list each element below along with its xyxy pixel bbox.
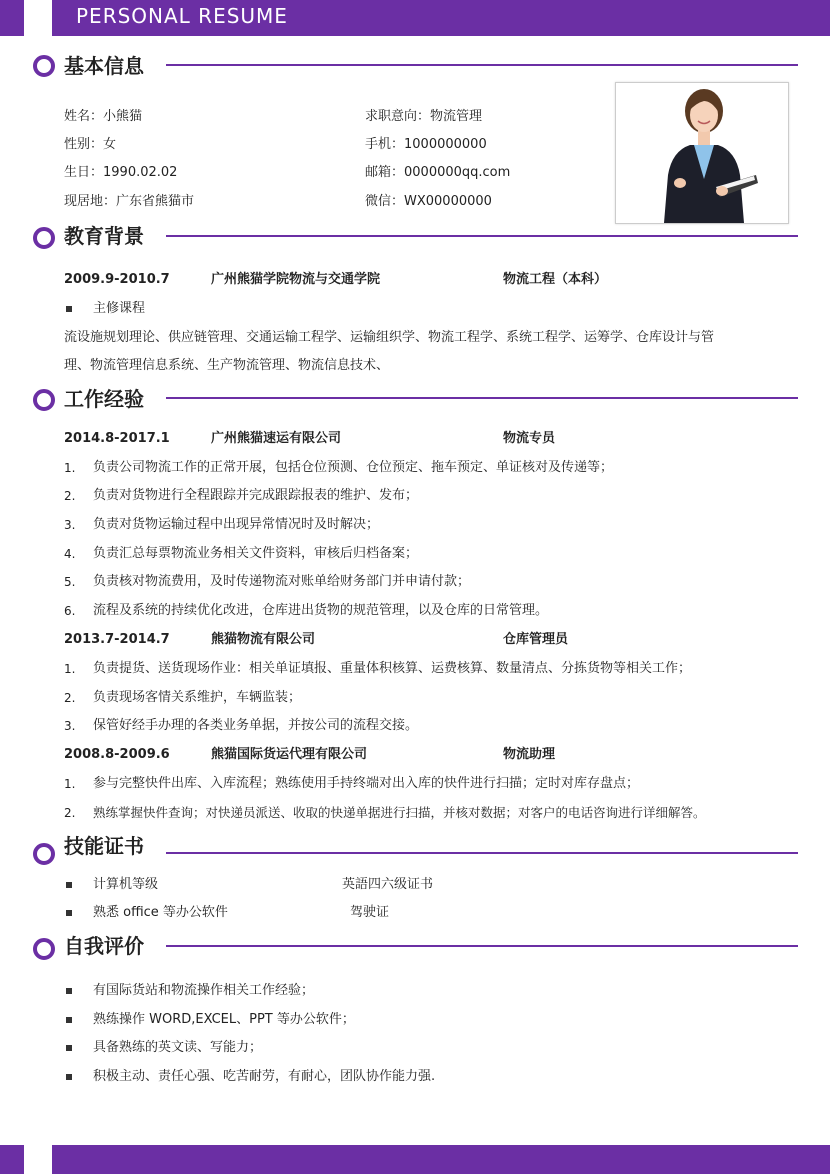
footer-bar — [52, 1145, 830, 1174]
job-2-duty-num: 2. — [64, 691, 76, 705]
job-1-duty: 负责核对物流费用，及时传递物流对账单给财务部门并申请付款； — [93, 574, 471, 589]
job-2-position: 仓库管理员 — [503, 632, 569, 647]
gender-field: 性别：女 — [64, 137, 117, 152]
page-title: PERSONAL RESUME — [76, 4, 288, 28]
section-work-divider — [166, 397, 798, 399]
name-field: 姓名：小熊猫 — [64, 109, 143, 124]
job-2-duty-num: 3. — [64, 719, 76, 733]
job-1-duty: 负责汇总每票物流业务相关文件资料，审核后归档备案； — [93, 546, 419, 561]
bullet-icon — [66, 1074, 72, 1080]
self-eval-item: 有国际货站和物流操作相关工作经验； — [93, 983, 315, 998]
footer-bar-left — [0, 1145, 24, 1174]
section-self-divider — [166, 945, 798, 947]
job-2-duty: 负责现场客情关系维护，车辆监装； — [93, 690, 302, 705]
job-1-duty: 流程及系统的持续优化改进，仓库进出货物的规范管理，以及仓库的日常管理。 — [93, 603, 549, 618]
job-1-duty-num: 5. — [64, 575, 76, 589]
job-1-company: 广州熊猫速运有限公司 — [211, 431, 342, 446]
bullet-icon — [66, 882, 72, 888]
phone-field: 手机：1000000000 — [365, 137, 487, 152]
job-1-duty: 负责对货物进行全程跟踪并完成跟踪报表的维护、发布； — [93, 488, 419, 503]
bullet-icon — [66, 306, 72, 312]
self-eval-item: 积极主动、责任心强、吃苦耐劳，有耐心，团队协作能力强. — [93, 1069, 436, 1084]
job-3-company: 熊猫国际货运代理有限公司 — [211, 747, 368, 762]
birth-field: 生日：1990.02.02 — [64, 165, 178, 180]
section-self-circle-icon — [33, 938, 55, 960]
header-bar-left — [0, 0, 24, 36]
section-work-title: 工作经验 — [64, 387, 144, 411]
job-1-duty: 负责对货物运输过程中出现异常情况时及时解决； — [93, 517, 380, 532]
job-3-position: 物流助理 — [503, 747, 556, 762]
job-2-duty: 负责提货、送货现场作业：相关单证填报、重量体积核算、运费核算、数量清点、分拣货物等相关工作； — [93, 661, 692, 676]
job-1-duty: 负责公司物流工作的正常开展，包括仓位预测、仓位预定、拖车预定、单证核对及传递等； — [93, 460, 614, 475]
job-2-period: 2013.7-2014.7 — [64, 632, 170, 647]
skill-office: 熟悉 office 等办公软件 — [93, 905, 228, 920]
job-1-duty-num: 6. — [64, 604, 76, 618]
job-3-duty-num: 1. — [64, 777, 76, 791]
section-skills-divider — [166, 852, 798, 854]
profile-photo — [615, 82, 789, 224]
section-basic-title: 基本信息 — [64, 54, 144, 78]
intent-field: 求职意向：物流管理 — [365, 109, 483, 124]
job-2-duty: 保管好经手办理的各类业务单据，并按公司的流程交接。 — [93, 718, 419, 733]
section-education-title: 教育背景 — [64, 224, 144, 248]
skill-driving: 驾驶证 — [350, 905, 390, 920]
section-education-circle-icon — [33, 227, 55, 249]
section-skills-circle-icon — [33, 843, 55, 865]
bullet-icon — [66, 1045, 72, 1051]
job-1-duty-num: 4. — [64, 547, 76, 561]
section-skills-title: 技能证书 — [64, 834, 144, 858]
job-2-company: 熊猫物流有限公司 — [211, 632, 316, 647]
person-photo-icon — [616, 83, 788, 223]
section-basic-circle-icon — [33, 55, 55, 77]
job-3-duty: 熟练掌握快件查询；对快递员派送、收取的快递单据进行扫描，并核对数据；对客户的电话咨询进行详细解答。 — [93, 805, 706, 820]
course-line-1: 流设施规划理论、供应链管理、交通运输工程学、运输组织学、物流工程学、系统工程学、运筹学、仓库设计与管 — [64, 330, 715, 345]
residence-field: 现居地：广东省熊猫市 — [64, 194, 195, 209]
education-period: 2009.9-2010.7 — [64, 272, 170, 287]
education-school: 广州熊猫学院物流与交通学院 — [211, 272, 381, 287]
course-line-2: 理、物流管理信息系统、生产物流管理、物流信息技术、 — [64, 358, 390, 373]
job-1-period: 2014.8-2017.1 — [64, 431, 170, 446]
bullet-icon — [66, 910, 72, 916]
job-2-duty-num: 1. — [64, 662, 76, 676]
skill-english: 英語四六级证书 — [342, 877, 434, 892]
self-eval-item: 具备熟练的英文读、写能力； — [93, 1040, 263, 1055]
job-3-duty-num: 2. — [64, 806, 76, 820]
bullet-icon — [66, 1017, 72, 1023]
bullet-icon — [66, 988, 72, 994]
education-major: 物流工程（本科） — [503, 272, 608, 287]
wechat-field: 微信：WX00000000 — [365, 194, 492, 209]
email-field: 邮箱：0000000qq.com — [365, 165, 511, 180]
skill-computer: 计算机等级 — [93, 877, 159, 892]
job-1-duty-num: 2. — [64, 489, 76, 503]
course-label: 主修课程 — [93, 301, 146, 316]
job-1-duty-num: 3. — [64, 518, 76, 532]
section-self-title: 自我评价 — [64, 934, 144, 958]
section-basic-divider — [166, 64, 798, 66]
job-1-position: 物流专员 — [503, 431, 556, 446]
section-work-circle-icon — [33, 389, 55, 411]
job-1-duty-num: 1. — [64, 461, 76, 475]
section-education-divider — [166, 235, 798, 237]
job-3-duty: 参与完整快件出库、入库流程；熟练使用手持终端对出入库的快件进行扫描；定时对库存盘点； — [93, 776, 640, 791]
self-eval-item: 熟练操作 WORD,EXCEL、PPT 等办公软件； — [93, 1012, 355, 1027]
job-3-period: 2008.8-2009.6 — [64, 747, 170, 762]
